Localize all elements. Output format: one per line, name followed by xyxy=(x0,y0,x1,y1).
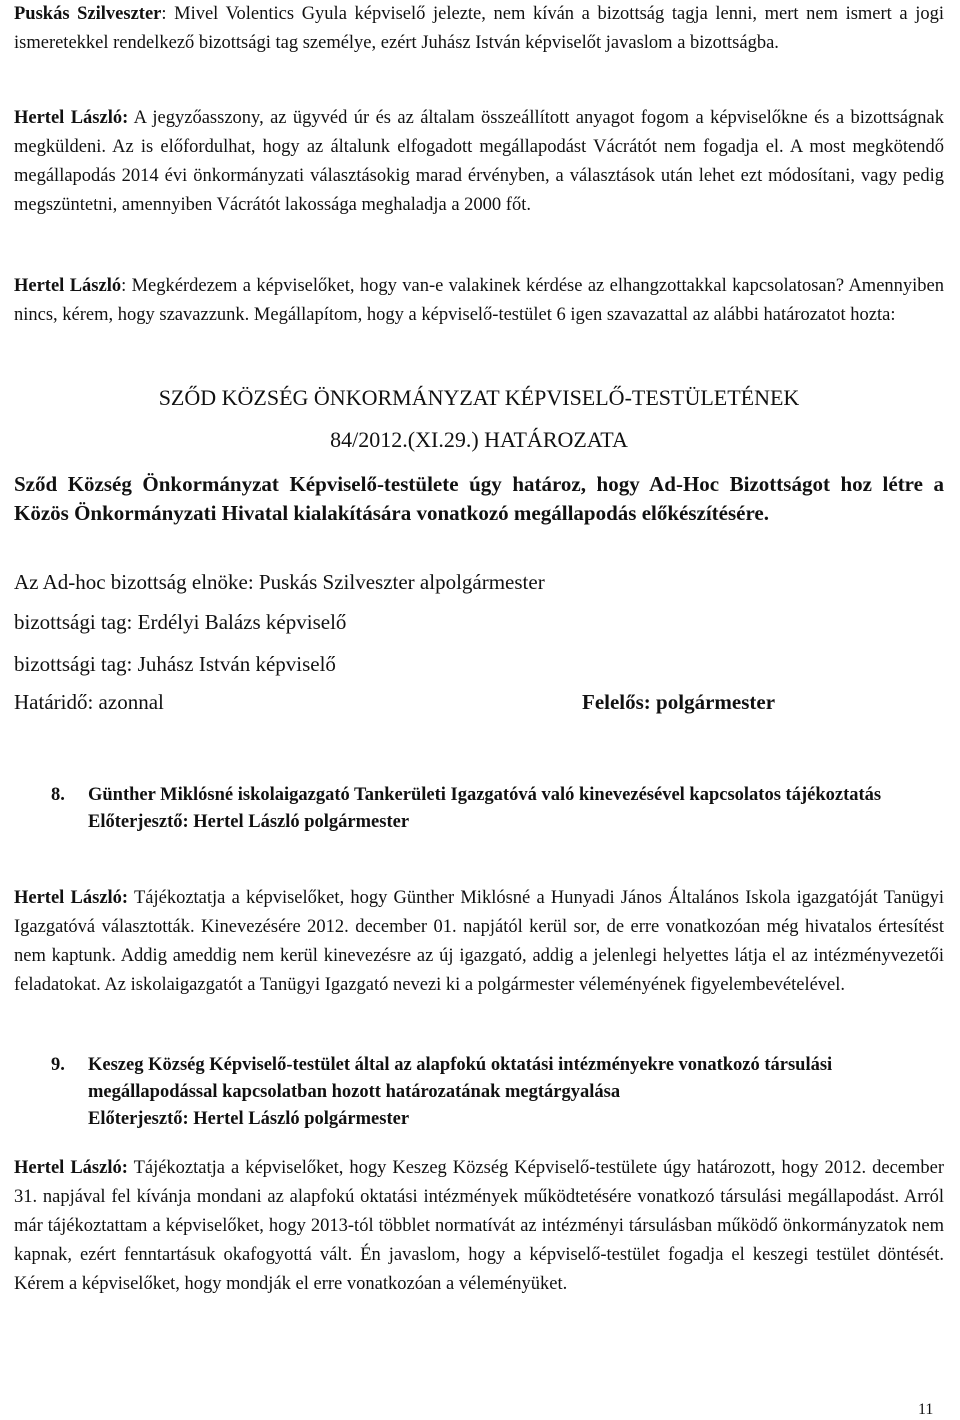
paragraph-text: : Megkérdezem a képviselőket, hogy van-e valakinek kérdése az elhangzottakkal kapcsolatosan? Amennyiben nincs, kérem, hogy szavazzunk. Megállapítom, hogy a képviselő-testület 6 igen szavazattal az alábbi határozatot hozta: xyxy=(14,276,945,325)
agenda-item-8 xyxy=(14,782,944,836)
agenda-item-number: 8. xyxy=(51,785,65,805)
paragraph-hertel-1 xyxy=(14,104,944,220)
paragraph-text: Tájékoztatja a képviselőket, hogy Keszeg Község Képviselő-testülete úgy határozott, hogy 2012. december 31. napjával fel kívánja mondani az alapfokú oktatási intézmények működtetésére vonatkozó társulási megállapodást. Arról már tájékoztattam a képviselőket, hogy 2013-tól többlet normatívát az intézményi társulásban működő önkormányzatok nem kapnak, ezért fenntartásuk okafogyottá vált. Én javaslom, hogy a képviselő-testület fogadja el keszegi testület döntését. Kérem a képviselőket, hogy mondják el erre vonatkozóan a véleményüket. xyxy=(14,1158,944,1294)
speaker-name: Hertel László xyxy=(14,276,122,296)
resolution-body: Sződ Község Önkormányzat Képviselő-testülete úgy határoz, hogy Ad-Hoc Bizottságot hoz létre a Közös Önkormányzati Hivatal kialakítására vonatkozó megállapodás előkészítésére. xyxy=(14,472,944,525)
resolution-number: 84/2012.(XI.29.) HATÁROZATA xyxy=(330,427,628,452)
page-number: 11 xyxy=(918,1401,934,1418)
paragraph-text: : Mivel Volentics Gyula képviselő jelezte, nem kíván a bizottság tagja lenni, mert nem ismert a jogi ismeretekkel rendelkező bizottsági tag személye, ezért Juhász István képviselőt javaslom a bizottságba. xyxy=(14,4,945,53)
agenda-item-title: Günther Miklósné iskolaigazgató Tankerületi Igazgatóvá való kinevezésével kapcsolatos tájékoztatás xyxy=(88,785,882,805)
agenda-item-number: 9. xyxy=(51,1055,65,1075)
committee-chair: Az Ad-hoc bizottság elnöke: Puskás Szilveszter alpolgármester xyxy=(14,570,545,594)
agenda-item-title: Keszeg Község Képviselő-testület által az alapfokú oktatási intézményekre vonatkozó társulási megállapodással kapcsolatban hozott határozatának megtárgyalása xyxy=(88,1055,833,1102)
responsible-person: Felelős: polgármester xyxy=(582,690,776,714)
paragraph-text: A jegyzőasszony, az ügyvéd úr és az általam összeállított anyagot fogom a képviselőkne és a bizottságnak megküldeni. Az is előfordulhat, hogy az általunk elfogadott megállapodást Vácrátót nem fogadja el. A most megkötendő megállapodás 2014 évi önkormányzati választásokig marad érvényben, a választások után lehet ezt módosítani, vagy pedig megszüntetni, amennyiben Vácrátót lakossága meghaladja a 2000 főt. xyxy=(14,108,944,215)
resolution-heading: SZŐD KÖZSÉG ÖNKORMÁNYZAT KÉPVISELŐ-TESTÜLETÉNEK xyxy=(158,385,800,410)
deadline: Határidő: azonnal xyxy=(14,690,164,714)
paragraph-text: Tájékoztatja a képviselőket, hogy Günther Miklósné a Hunyadi János Általános Iskola igazgatóját Tanügyi Igazgatóvá választották. Kinevezésére 2012. december 01. napjától kerül sor, de erre vonatkozóan még hivatalos értesítést nem kaptunk. Addig ameddig nem kerül kinevezésre az új igazgató, addig a jelenlegi helyettes látja el az intézményvezetői feladatokat. Az iskolaigazgatót a Tanügyi Igazgató nevezi ki a polgármester véleményének figyelembevételével. xyxy=(14,888,945,995)
paragraph-hertel-2 xyxy=(14,272,944,330)
speaker-name: Hertel László: xyxy=(14,888,129,908)
paragraph-hertel-4 xyxy=(14,1154,944,1299)
speaker-name: Puskás Szilveszter xyxy=(14,4,162,24)
speaker-name: Hertel László: xyxy=(14,1158,128,1178)
committee-member-2: bizottsági tag: Juhász István képviselő xyxy=(14,652,336,676)
agenda-item-9 xyxy=(14,1052,944,1133)
agenda-item-presenter: Előterjesztő: Hertel László polgármester xyxy=(88,1109,410,1129)
agenda-item-presenter: Előterjesztő: Hertel László polgármester xyxy=(88,812,410,832)
speaker-name: Hertel László: xyxy=(14,108,129,128)
committee-member-1: bizottsági tag: Erdélyi Balázs képviselő xyxy=(14,610,347,634)
paragraph-puskas xyxy=(14,0,944,58)
paragraph-hertel-3 xyxy=(14,884,944,1000)
